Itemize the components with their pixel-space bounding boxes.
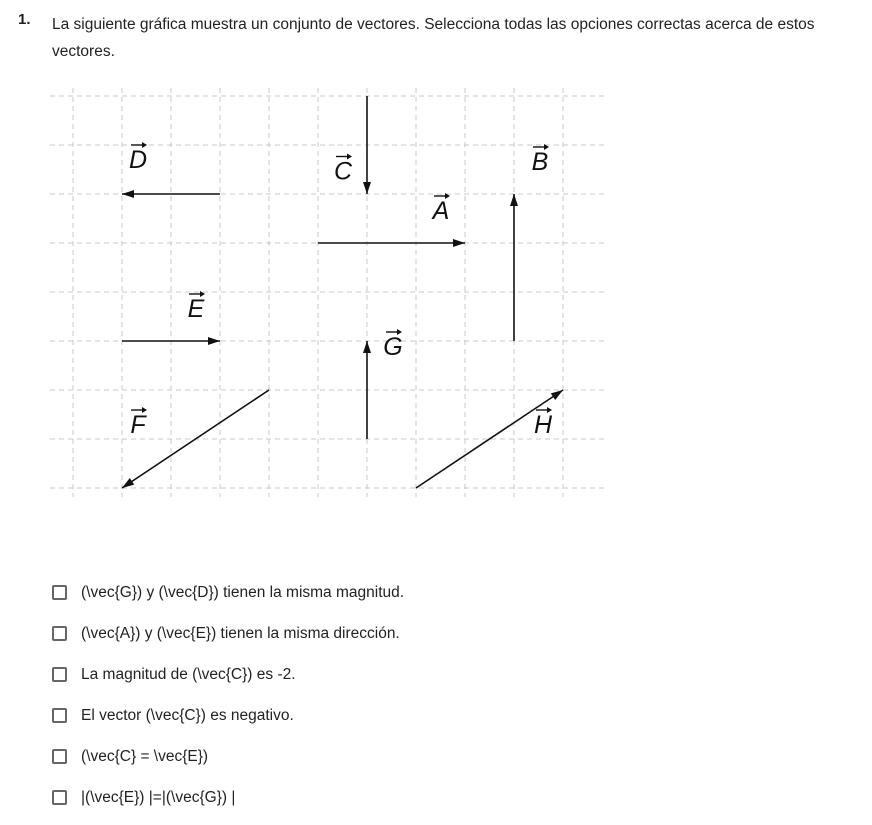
arrowhead-F bbox=[122, 478, 134, 488]
arrowhead-A bbox=[453, 239, 465, 247]
checkbox[interactable] bbox=[52, 667, 67, 682]
vector-label-A: A bbox=[432, 197, 450, 225]
option-label: (\vec{G}) y (\vec{D}) tienen la misma magnitud. bbox=[81, 583, 405, 601]
option-6[interactable] bbox=[52, 777, 404, 818]
vector-label-H: H bbox=[533, 411, 553, 439]
option-label: (\vec{A}) y (\vec{E}) tienen la misma dirección. bbox=[81, 624, 400, 642]
vector-label-C: C bbox=[333, 157, 353, 186]
question-number: 1. bbox=[18, 11, 31, 28]
option-2[interactable] bbox=[52, 613, 404, 654]
vector-label-B: B bbox=[531, 148, 549, 176]
option-label: El vector (\vec{C}) es negativo. bbox=[81, 706, 294, 724]
vector-label-E: E bbox=[187, 295, 205, 323]
arrowhead-G bbox=[363, 341, 371, 353]
checkbox[interactable] bbox=[52, 585, 67, 600]
arrowhead-D bbox=[122, 190, 134, 198]
vector-label-G: G bbox=[383, 333, 403, 361]
question-text: La siguiente gráfica muestra un conjunto de vectores. Selecciona todas las opciones correctas acerca de estos vectores. bbox=[52, 16, 815, 60]
option-label: |(\vec{E}) |=|(\vec{G}) | bbox=[81, 788, 236, 806]
checkbox[interactable] bbox=[52, 708, 67, 723]
option-label: (\vec{C} = \vec{E}) bbox=[81, 747, 209, 765]
option-1[interactable] bbox=[52, 572, 404, 613]
checkbox[interactable] bbox=[52, 790, 67, 805]
option-5[interactable] bbox=[52, 736, 404, 777]
option-label: La magnitud de (\vec{C}) es -2. bbox=[81, 665, 296, 683]
option-3[interactable] bbox=[52, 654, 404, 695]
vector-label-D: D bbox=[128, 146, 148, 174]
checkbox[interactable] bbox=[52, 626, 67, 641]
arrowhead-C bbox=[363, 182, 371, 194]
arrowhead-E bbox=[208, 337, 220, 345]
option-4[interactable] bbox=[52, 695, 404, 736]
options-list bbox=[52, 572, 404, 818]
checkbox[interactable] bbox=[52, 749, 67, 764]
vector-label-F: F bbox=[130, 411, 146, 439]
arrowhead-H bbox=[551, 390, 563, 400]
arrowhead-B bbox=[510, 194, 518, 206]
